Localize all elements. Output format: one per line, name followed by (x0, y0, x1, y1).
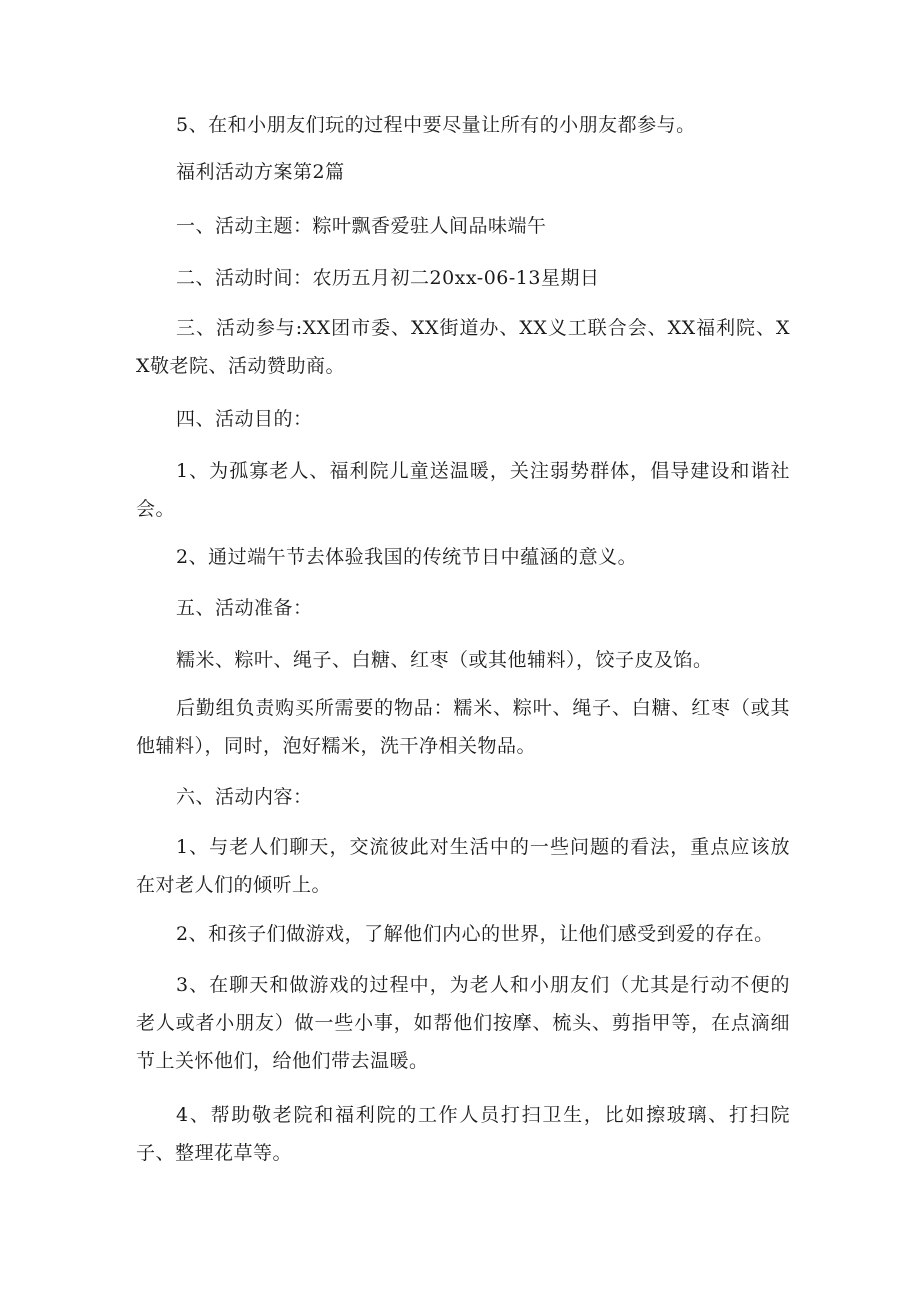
paragraph-activity-theme: 一、活动主题：粽叶飘香爱驻人间品味端午 (176, 215, 547, 237)
paragraph-preparation-heading: 五、活动准备： (176, 597, 313, 619)
paragraph-activity-time: 二、活动时间：农历五月初二20xx-06-13星期日 (176, 267, 600, 289)
paragraph-content-1: 1、与老人们聊天，交流彼此对生活中的一些问题的看法，重点应该放在对老人们的倾听上。 (136, 836, 790, 896)
paragraph-activity-purpose-heading: 四、活动目的： (176, 408, 313, 430)
paragraph-purpose-1: 1、为孤寡老人、福利院儿童送温暖，关注弱势群体，倡导建设和谐社会。 (136, 460, 790, 520)
paragraph-preparation-materials: 糯米、粽叶、绳子、白糖、红枣（或其他辅料），饺子皮及馅。 (176, 649, 713, 671)
paragraph-logistics: 后勤组负责购买所需要的物品：糯米、粽叶、绳子、白糖、红枣（或其他辅料），同时，泡好糯米，洗干净相关物品。 (136, 697, 790, 757)
paragraph-content-heading: 六、活动内容： (176, 786, 313, 808)
paragraph-activity-participants: 三、活动参与:XX团市委、XX街道办、XX义工联合会、XX福利院、XX敬老院、活动赞助商。 (136, 317, 790, 377)
section-heading-plan-2: 福利活动方案第2篇 (176, 161, 345, 183)
paragraph-content-4: 4、帮助敬老院和福利院的工作人员打扫卫生，比如擦玻璃、打扫院子、整理花草等。 (136, 1104, 790, 1164)
paragraph-content-2: 2、和孩子们做游戏，了解他们内心的世界，让他们感受到爱的存在。 (176, 923, 774, 945)
paragraph-item-5-participation: 5、在和小朋友们玩的过程中要尽量让所有的小朋友都参与。 (176, 114, 696, 136)
paragraph-purpose-2: 2、通过端午节去体验我国的传统节日中蕴涵的意义。 (176, 546, 638, 568)
paragraph-content-3: 3、在聊天和做游戏的过程中，为老人和小朋友们（尤其是行动不便的老人或者小朋友）做一些小事，如帮他们按摩、梳头、剪指甲等，在点滴细节上关怀他们，给他们带去温暖。 (136, 974, 790, 1072)
